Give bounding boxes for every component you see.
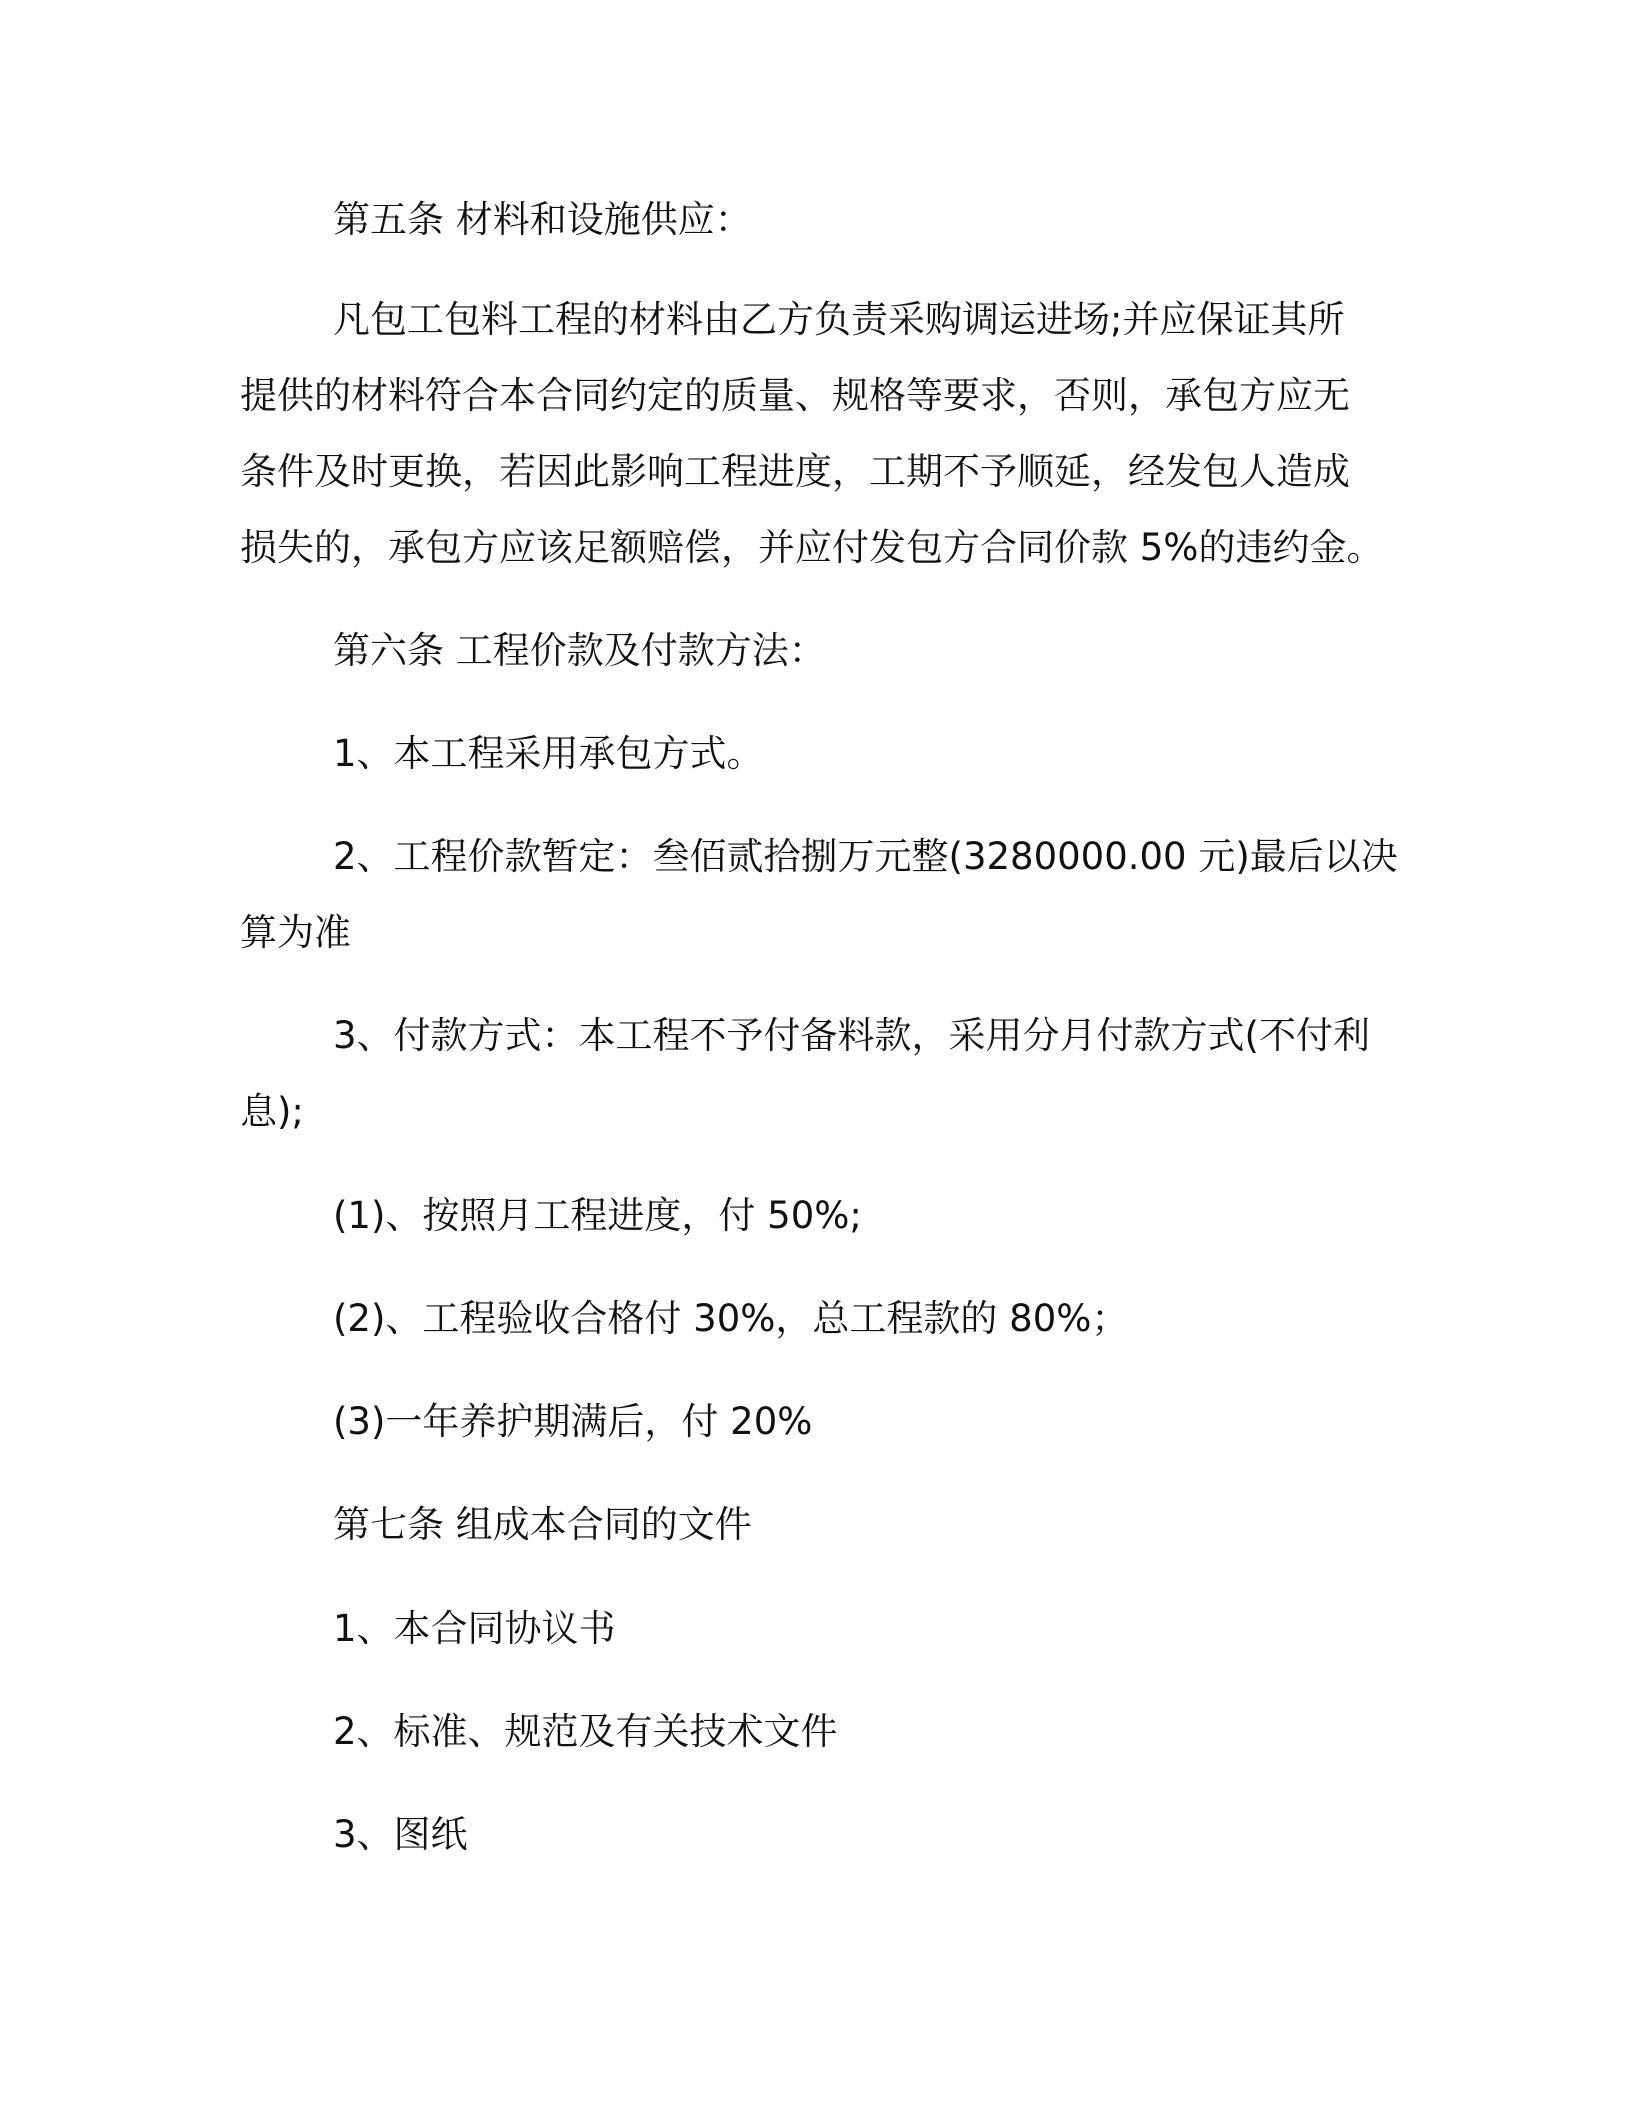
article-6-heading: 第六条 工程价款及付款方法：: [333, 629, 826, 672]
payment-term-2: (2)、工程验收合格付 30%，总工程款的 80%；: [333, 1297, 1129, 1340]
article-5-heading: 第五条 材料和设施供应：: [333, 198, 752, 241]
article-5-paragraph-line-1: 凡包工包料工程的材料由乙方负责采购调运进场;并应保证其所: [333, 298, 1345, 341]
article-7-item-2: 2、标准、规范及有关技术文件: [333, 1710, 838, 1753]
payment-term-1: (1)、按照月工程进度，付 50%;: [333, 1194, 862, 1237]
article-5-paragraph-line-4: 损失的，承包方应该足额赔偿，并应付发包方合同价款 5%的违约金。: [240, 526, 1384, 569]
article-7-item-3: 3、图纸: [333, 1813, 468, 1856]
article-5-paragraph-line-3: 条件及时更换，若因此影响工程进度，工期不予顺延，经发包人造成: [240, 450, 1350, 493]
article-6-item-3-line-2: 息);: [240, 1090, 304, 1133]
article-7-heading: 第七条 组成本合同的文件: [333, 1503, 752, 1546]
article-6-item-3-line-1: 3、付款方式：本工程不予付备料款，采用分月付款方式(不付利: [333, 1014, 1370, 1057]
article-6-item-2-line-2: 算为准: [240, 911, 351, 954]
article-6-item-1: 1、本工程采用承包方式。: [333, 732, 764, 775]
article-7-item-1: 1、本合同协议书: [333, 1607, 616, 1650]
article-6-item-2-line-1: 2、工程价款暂定：叁佰贰拾捌万元整(3280000.00 元)最后以决: [333, 835, 1398, 878]
payment-term-3: (3)一年养护期满后，付 20%: [333, 1400, 813, 1443]
article-5-paragraph-line-2: 提供的材料符合本合同约定的质量、规格等要求，否则，承包方应无: [240, 374, 1350, 417]
